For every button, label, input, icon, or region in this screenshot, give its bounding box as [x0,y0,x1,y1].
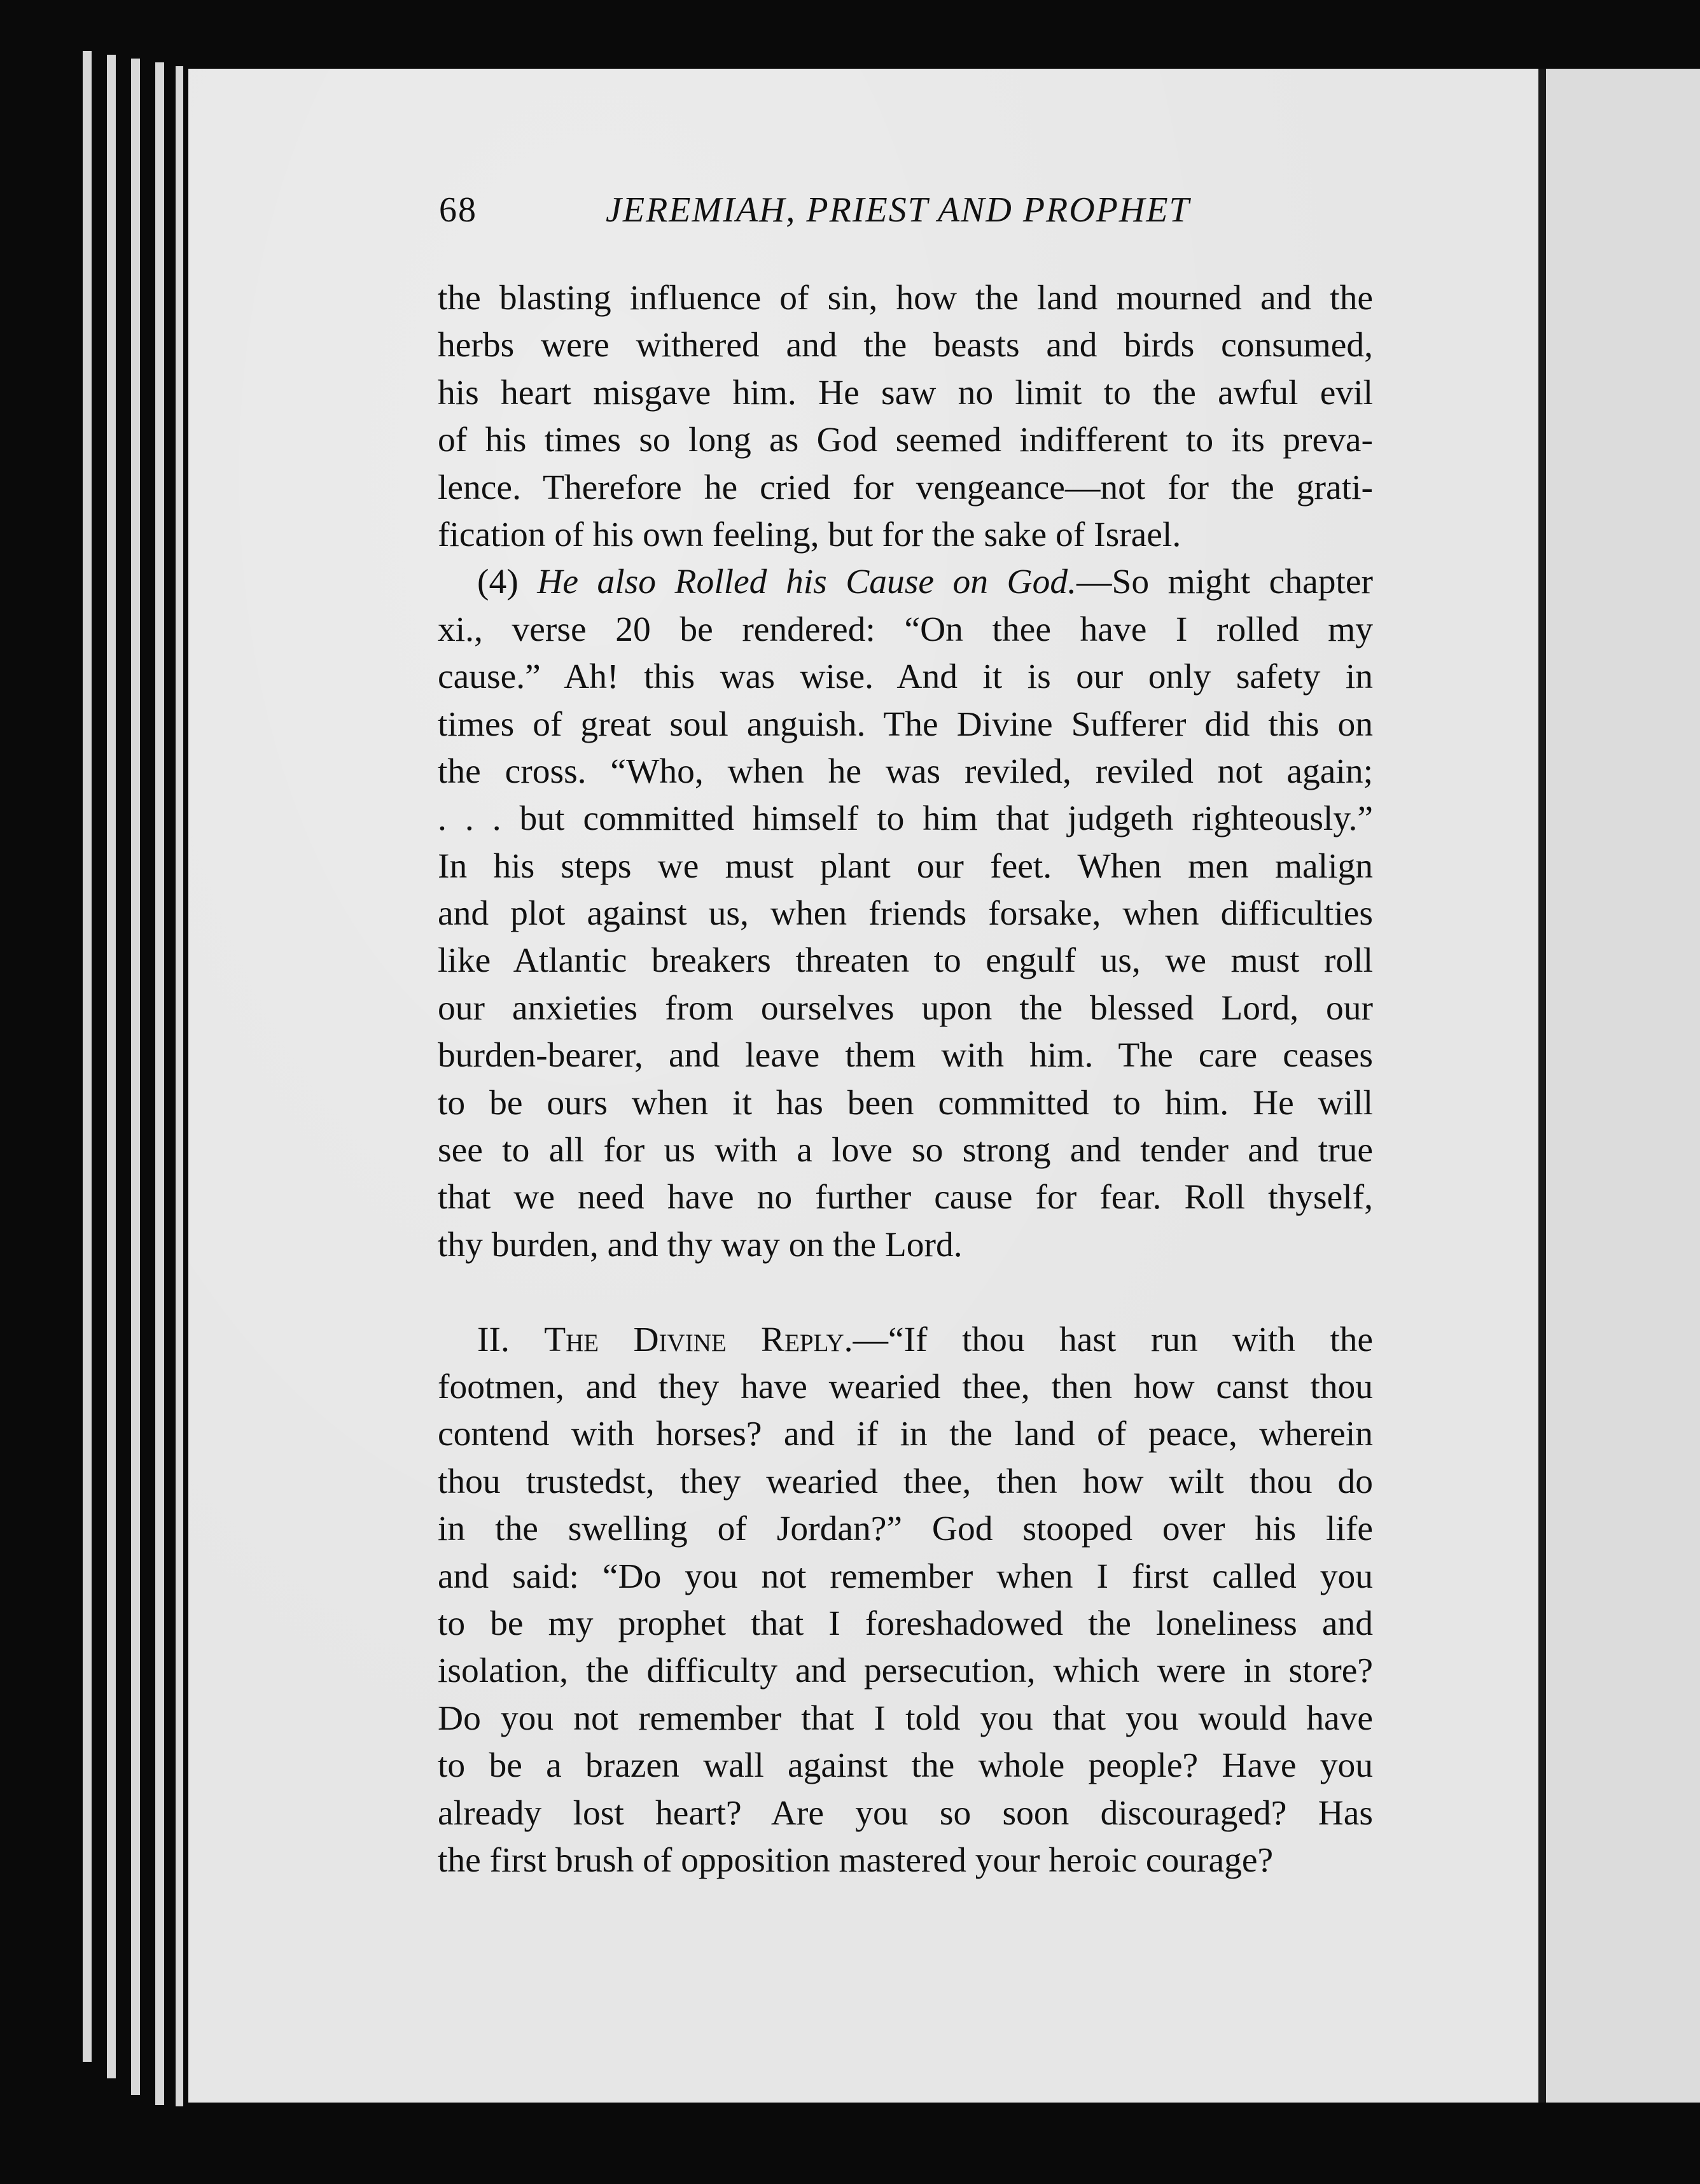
facing-page-edge [1546,69,1700,2103]
text-line: cause.” Ah! this was wise. And it is our only safety in [438,657,1373,697]
text-line: times of great soul anguish. The Divine Sufferer did this on [438,704,1373,744]
text-line: the cross. “Who, when he was reviled, reviled not again; [438,752,1373,791]
text-line: footmen, and they have wearied thee, then how canst thou [438,1367,1373,1406]
list-marker: (4) [477,563,538,602]
text-fragment: —“If thou hast run with the [853,1320,1374,1359]
text-line: In his steps we must plant our feet. When men malign [438,846,1373,886]
section-numeral: II. [477,1320,545,1359]
body-text [438,275,1373,1884]
page-number: 68 [439,190,477,230]
text-fragment: —So might chapter [1076,563,1373,602]
book-edge [107,55,116,2078]
page-gutter [1538,69,1546,2103]
text-line: thy burden, and thy way on the Lord. [438,1225,963,1264]
text-line: and plot against us, when friends forsake, when difficulties [438,894,1373,934]
text-line: and said: “Do you not remember when I first called you [438,1557,1373,1596]
text-line: like Atlantic breakers threaten to engulf us, we must roll [438,941,1373,981]
section-heading: The Divine Reply. [544,1320,853,1359]
text-line: thou trustedst, they wearied thee, then how wilt thou do [438,1462,1373,1501]
book-edge [155,62,164,2105]
text-line: isolation, the difficulty and persecution, which were in store? [438,1651,1373,1691]
text-line: contend with horses? and if in the land of peace, wherein [438,1415,1373,1454]
book-edge [83,51,92,2062]
text-line: our anxieties from ourselves upon the blessed Lord, our [438,988,1373,1028]
text-line: xi., verse 20 be rendered: “On thee have I rolled my [438,610,1373,649]
text-line: of his times so long as God seemed indifferent to its preva- [438,421,1373,460]
text-line: fication of his own feeling, but for the sake of Israel. [438,515,1181,554]
book-edge [131,59,140,2095]
text-line: that we need have no further cause for fear. Roll thyself, [438,1178,1373,1217]
text-line: . . . but committed himself to him that judgeth righteously.” [438,799,1373,839]
running-head: JEREMIAH, PRIEST AND PROPHET [606,190,1190,230]
text-line: burden-bearer, and leave them with him. The care ceases [438,1036,1373,1075]
book-edge [176,66,183,2106]
section-break [438,1269,1373,1316]
paragraph-first-line [438,1317,1373,1364]
text-line: see to all for us with a love so strong and tender and true [438,1131,1373,1170]
text-line: lence. Therefore he cried for vengeance—not for the grati- [438,468,1373,507]
text-line: herbs were withered and the beasts and birds consumed, [438,326,1373,365]
text-line: to be a brazen wall against the whole people? Have you [438,1746,1373,1786]
paragraph-first-line [438,559,1373,606]
text-line: already lost heart? Are you so soon discouraged? Has [438,1793,1373,1833]
text-line: the blasting influence of sin, how the land mourned and the [438,279,1373,318]
section-heading-italic: He also Rolled his Cause on God. [537,563,1076,602]
text-line: to be my prophet that I foreshadowed the loneliness and [438,1604,1373,1643]
text-line: his heart misgave him. He saw no limit to the awful evil [438,373,1373,412]
text-line: to be ours when it has been committed to him. He will [438,1083,1373,1123]
text-line: Do you not remember that I told you that you would have [438,1698,1373,1738]
text-line: the first brush of opposition mastered your heroic courage? [438,1840,1274,1880]
text-line: in the swelling of Jordan?” God stooped over his life [438,1509,1373,1549]
page-header [439,190,1381,241]
